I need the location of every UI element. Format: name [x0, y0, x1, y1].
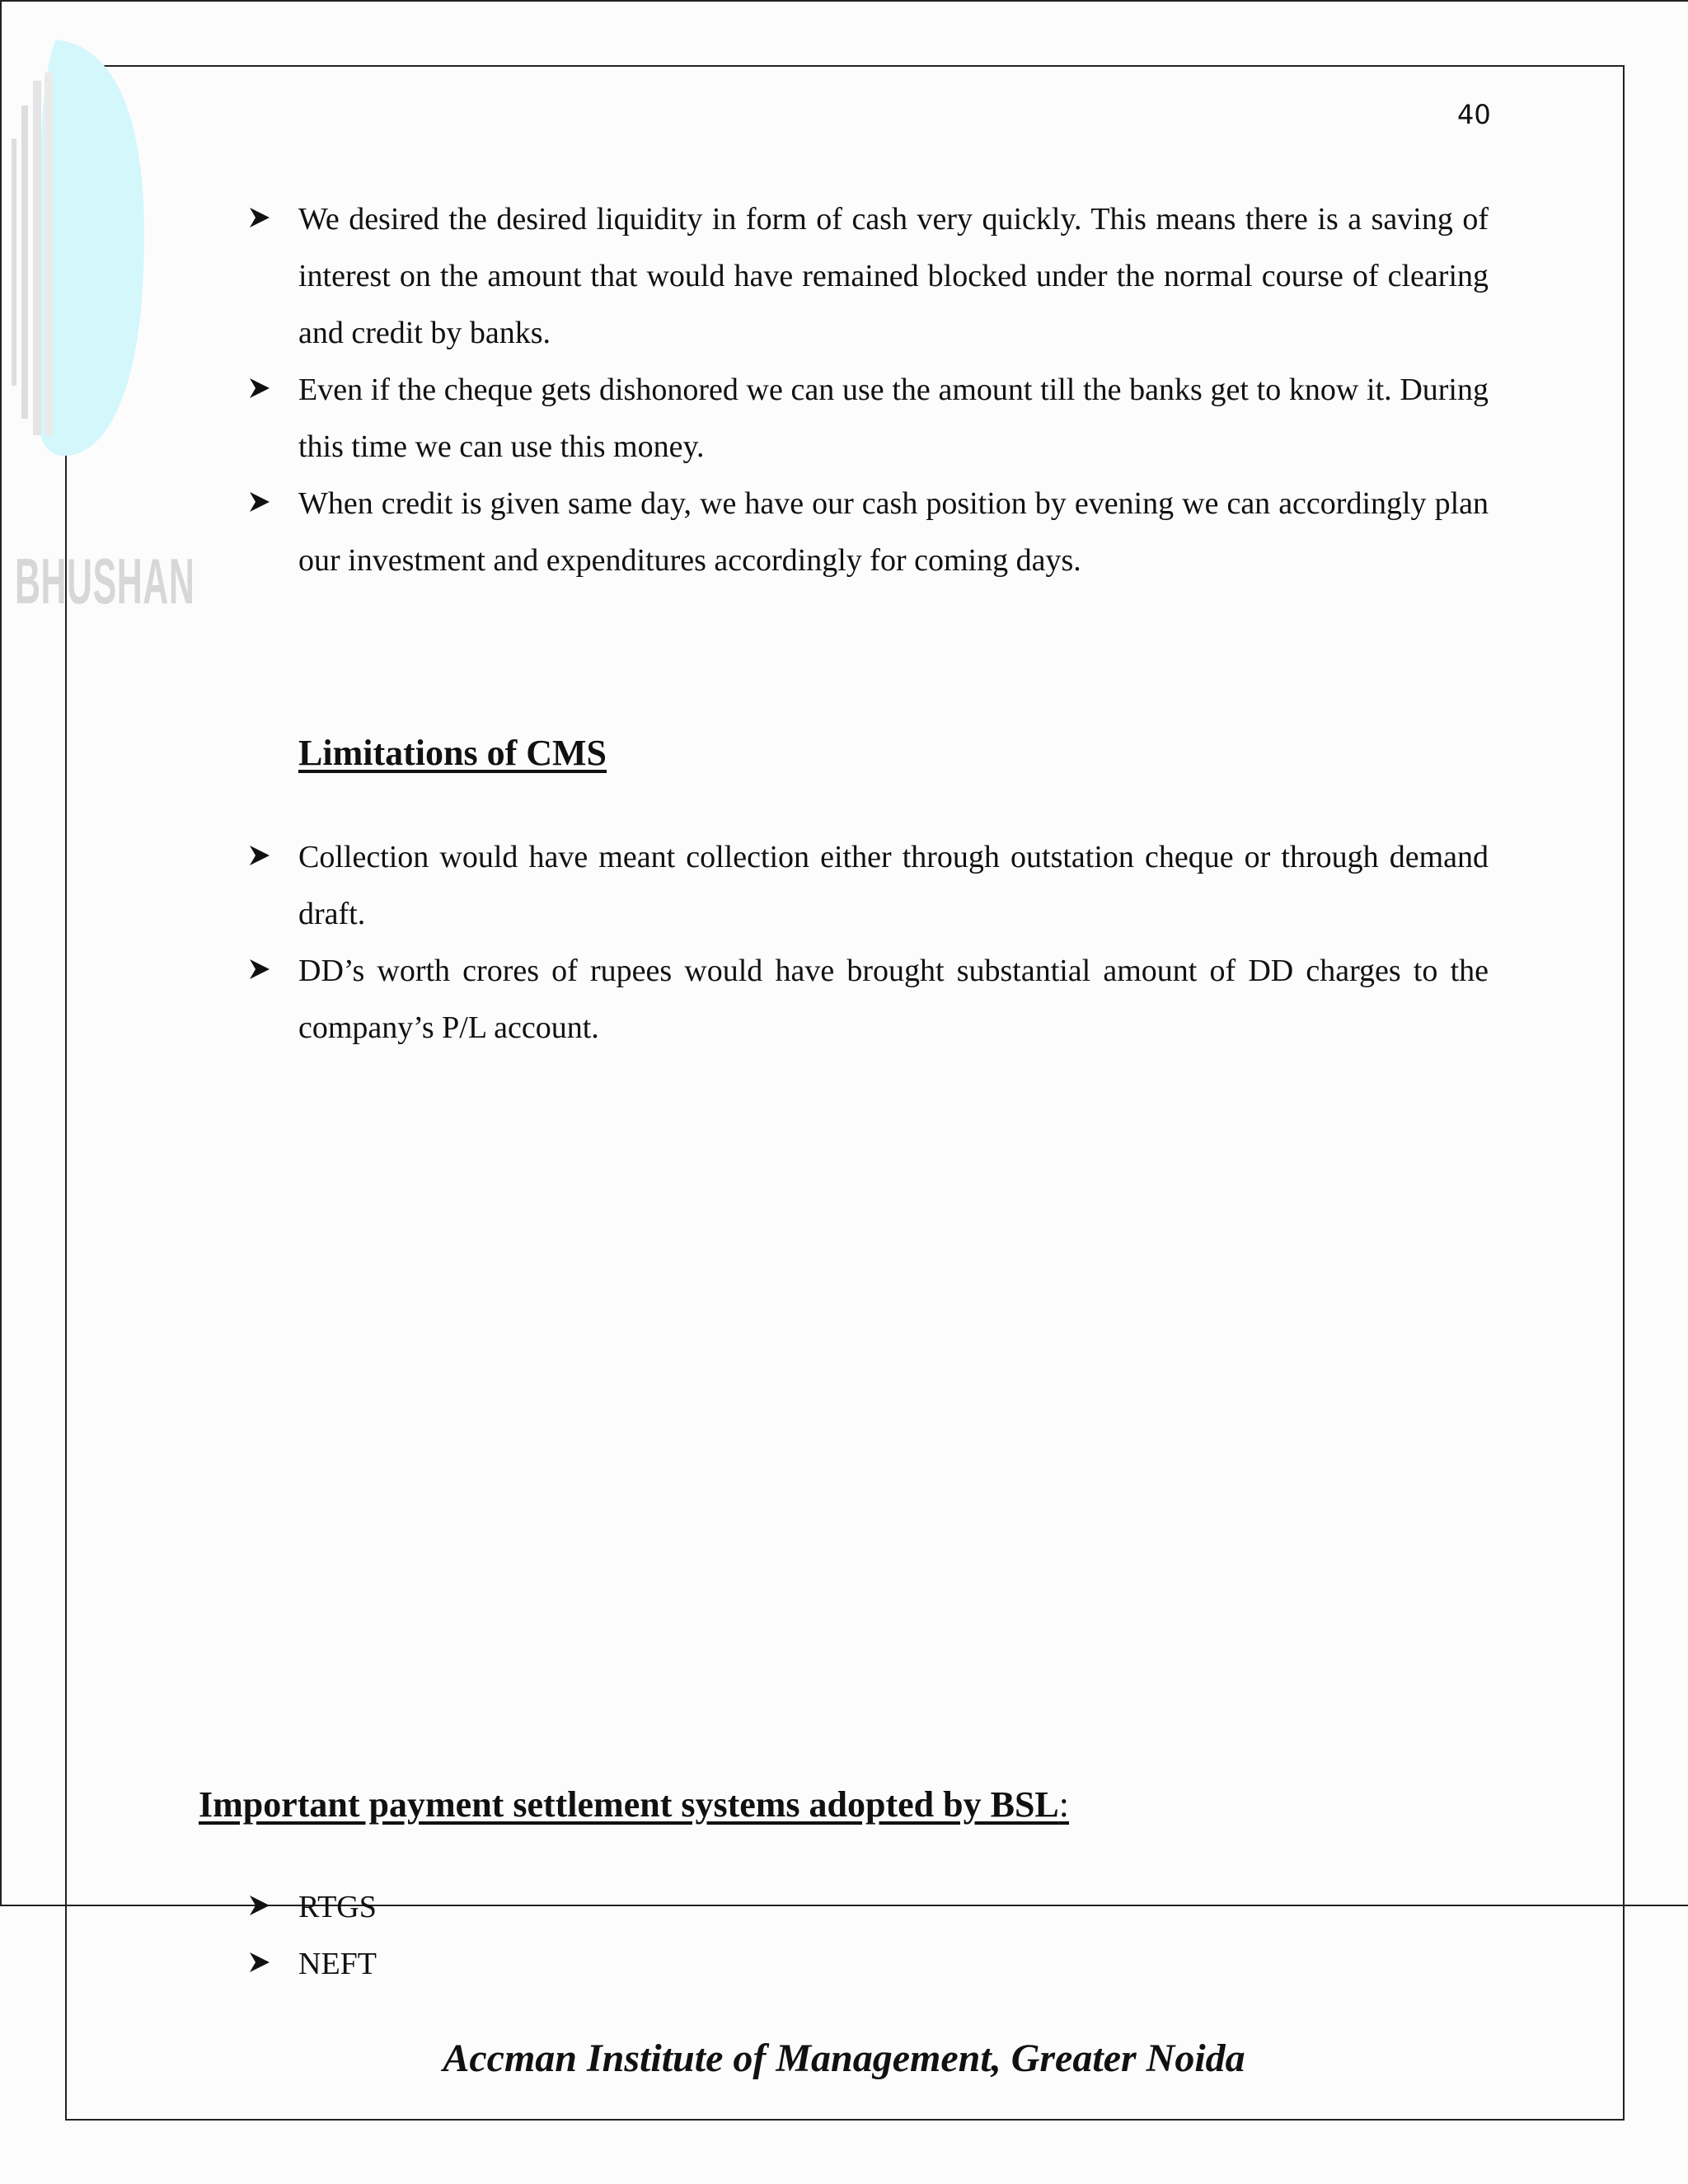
list-item-text: RTGS — [298, 1890, 377, 1924]
page-number: 40 — [1457, 99, 1491, 130]
arrow-bullet-icon — [247, 490, 272, 514]
list-item — [247, 829, 1489, 943]
list-item — [247, 1879, 1489, 1936]
page-footer: Accman Institute of Management, Greater Noida — [443, 2036, 1245, 2080]
list-item-text: When credit is given same day, we have our cash position by evening we can accordingly plan our investment and expenditures accordingly for coming days. — [298, 486, 1489, 578]
list-item-text: We desired the desired liquidity in form of cash very quickly. This means there is a saving of interest on the amount that would have remained blocked under the normal course of clearing and credit by banks. — [298, 202, 1489, 350]
watermark-logo-graphic — [7, 40, 147, 534]
list-item — [247, 476, 1489, 589]
payment-systems-heading-text: Important payment settlement systems adopted by BSL — [199, 1784, 1059, 1825]
arrow-bullet-icon — [247, 957, 272, 982]
list-item-text: Collection would have meant collection either through outstation cheque or through demand draft. — [298, 840, 1489, 931]
list-item — [247, 362, 1489, 476]
payment-systems-heading-colon: : — [1058, 1784, 1070, 1825]
list-item — [247, 943, 1489, 1057]
arrow-bullet-icon — [247, 843, 272, 868]
advantages-list — [247, 191, 1489, 589]
list-item — [247, 1936, 1489, 1993]
list-item-text: NEFT — [298, 1947, 377, 1981]
payment-systems-heading — [199, 1783, 1069, 1825]
arrow-bullet-icon — [247, 205, 272, 230]
arrow-bullet-icon — [247, 1893, 272, 1918]
list-item-text: DD’s worth crores of rupees would have brought substantial amount of DD charges to the company’s P/L account. — [298, 954, 1489, 1045]
list-item-text: Even if the cheque gets dishonored we can use the amount till the banks get to know it. During this time we can use this money. — [298, 373, 1489, 464]
watermark-logo — [7, 40, 195, 617]
watermark-text: BHUSHAN — [15, 545, 195, 617]
limitations-list — [247, 829, 1489, 1057]
arrow-bullet-icon — [247, 1950, 272, 1975]
payment-systems-list — [247, 1879, 1489, 1993]
arrow-bullet-icon — [247, 376, 272, 401]
limitations-heading: Limitations of CMS — [298, 733, 607, 773]
list-item — [247, 191, 1489, 362]
